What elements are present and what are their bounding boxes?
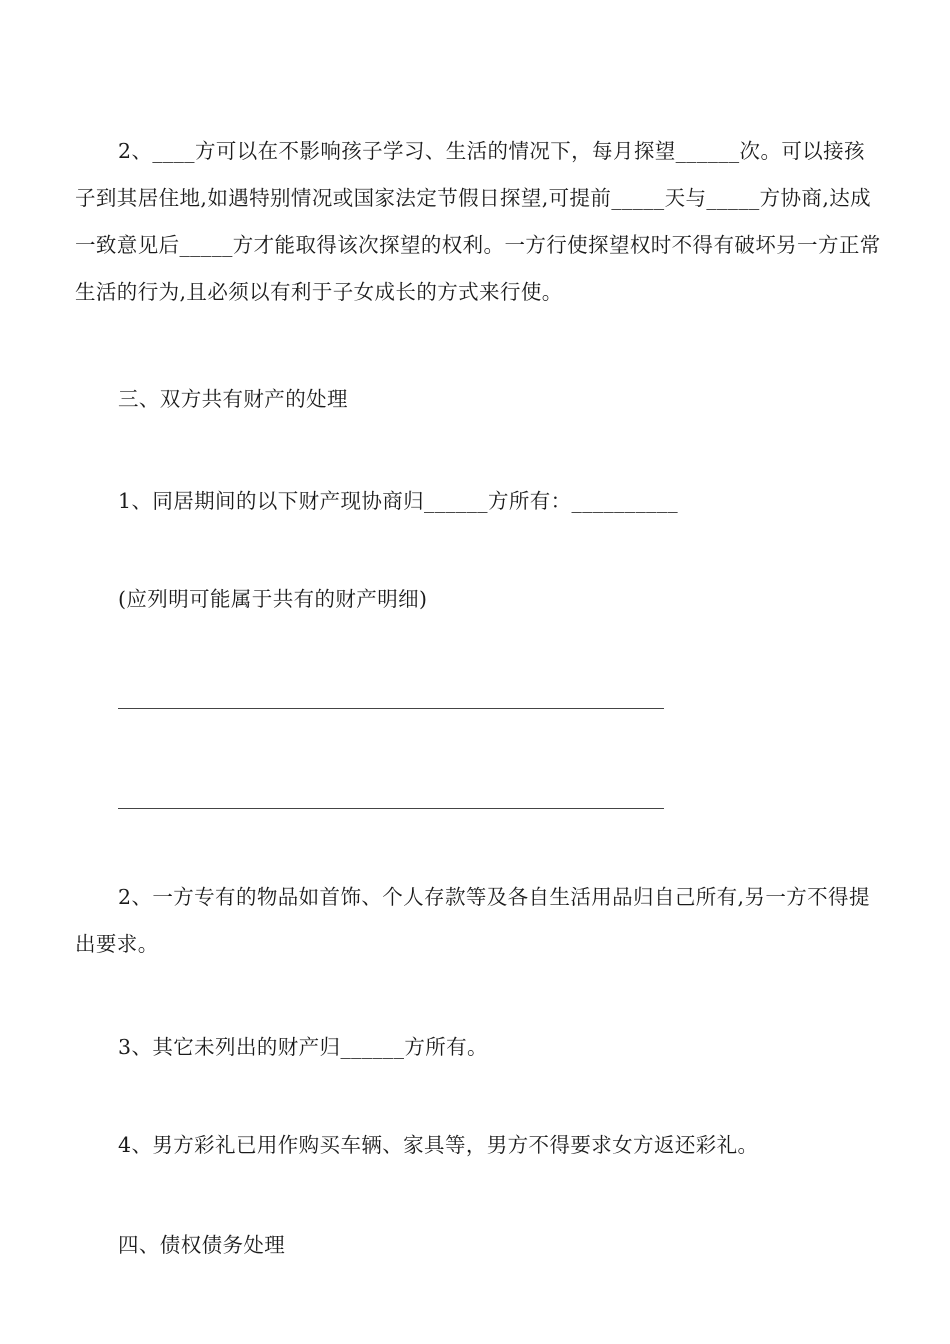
section-heading-property: 三、双方共有财产的处理 (118, 387, 348, 411)
blank-line-2 (118, 808, 664, 809)
property-clause-1: 1、同居期间的以下财产现协商归______方所有：__________ (118, 489, 679, 513)
visitation-paragraph: 2、____方可以在不影响孩子学习、生活的情况下，每月探望______次。可以接孩子到其居住地,如遇特别情况或国家法定节假日探望,可提前_____天与_____方协商,达成一致意见后_____方才能取得该次探望的权利。一方行使探望权时不得有破坏另一方正常生活的行为,且必须以有利于子女成长的方式来行使。 (75, 139, 881, 304)
property-clause-3: 3、其它未列出的财产归______方所有。 (118, 1035, 488, 1059)
blank-line-1 (118, 708, 664, 709)
property-clause-2: 2、一方专有的物品如首饰、个人存款等及各自生活用品归自己所有,另一方不得提出要求。 (75, 885, 870, 956)
property-clause-4: 4、男方彩礼已用作购买车辆、家具等，男方不得要求女方返还彩礼。 (118, 1133, 759, 1157)
section-heading-debts: 四、债权债务处理 (118, 1233, 286, 1257)
property-list-note: (应列明可能属于共有的财产明细) (118, 587, 428, 611)
